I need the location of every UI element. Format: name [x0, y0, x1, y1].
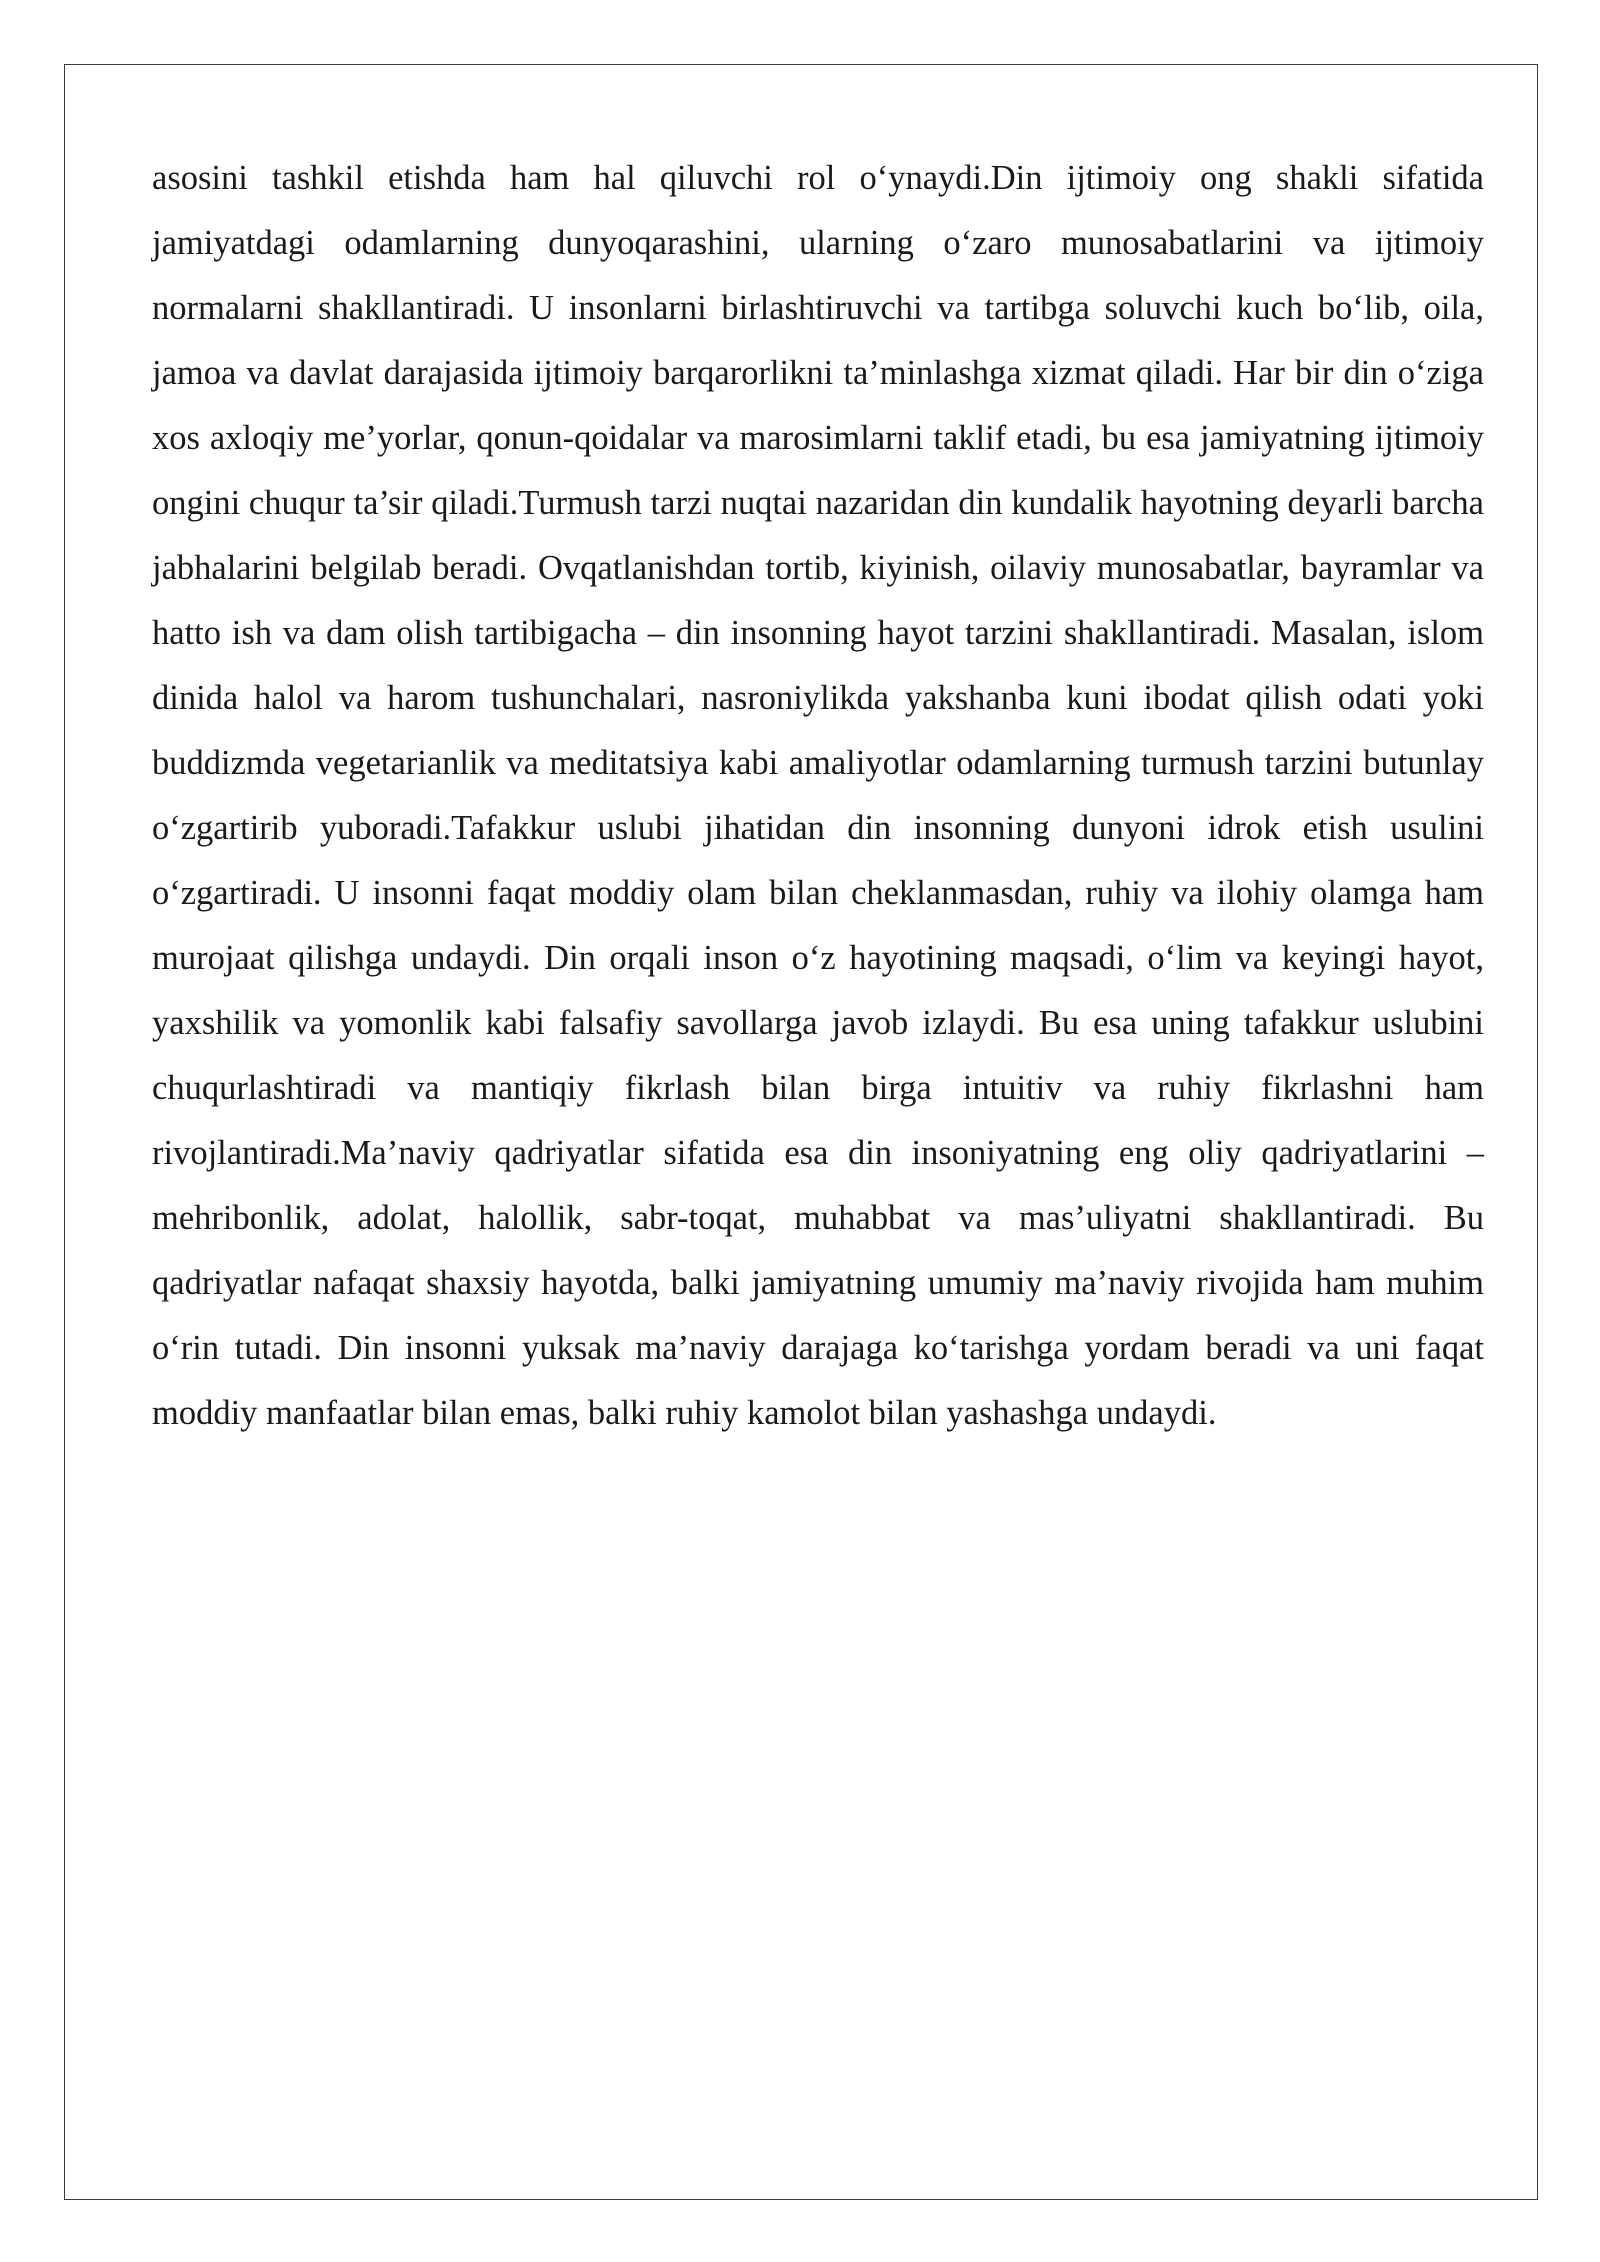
body-paragraph: asosini tashkil etishda ham hal qiluvchi rol o‘ynaydi.Din ijtimoiy ong shakli sifatida jamiyatdagi odamlarning dunyoqarashini, ularning o‘zaro munosabatlarini va ijtimoiy normalarni shakllantiradi. U insonlarni birlashtiruvchi va tartibga soluvchi kuch bo‘lib, oila, jamoa va davlat darajasida ijtimoiy barqarorlikni ta’minlashga xizmat qiladi. Har bir din o‘ziga xos axloqiy me’yorlar, qonun-qoidalar va marosimlarni taklif etadi, bu esa jamiyatning ijtimoiy ongini chuqur ta’sir qiladi.Turmush tarzi nuqtai nazaridan din kundalik hayotning deyarli barcha jabhalarini belgilab beradi. Ovqatlanishdan tortib, kiyinish, oilaviy munosabatlar, bayramlar va hatto ish va dam olish tartibigacha – din insonning hayot tarzini shakllantiradi. Masalan, islom dinida halol va harom tushunchalari, nasroniylikda yakshanba kuni ibodat qilish odati yoki buddizmda vegetarianlik va meditatsiya kabi amaliyotlar odamlarning turmush tarzini butunlay o‘zgartirib yuboradi.Tafakkur uslubi jihatidan din insonning dunyoni idrok etish usulini o‘zgartiradi. U insonni faqat moddiy olam bilan cheklanmasdan, ruhiy va ilohiy olamga ham murojaat qilishga undaydi. Din orqali inson o‘z hayotining maqsadi, o‘lim va keyingi hayot, yaxshilik va yomonlik kabi falsafiy savollarga javob izlaydi. Bu esa uning tafakkur uslubini chuqurlashtiradi va mantiqiy fikrlash bilan birga intuitiv va ruhiy fikrlashni ham rivojlantiradi.Ma’naviy qadriyatlar sifatida esa din insoniyatning eng oliy qadriyatlarini – mehribonlik, adolat, halollik, sabr-toqat, muhabbat va mas’uliyatni shakllantiradi. Bu qadriyatlar nafaqat shaxsiy hayotda, balki jamiyatning umumiy ma’naviy rivojida ham muhim o‘rin tutadi. Din insonni yuksak ma’naviy darajaga ko‘tarishga yordam beradi va uni faqat moddiy manfaatlar bilan emas, balki ruhiy kamolot bilan yashashga undaydi.	[152, 159, 1484, 1432]
